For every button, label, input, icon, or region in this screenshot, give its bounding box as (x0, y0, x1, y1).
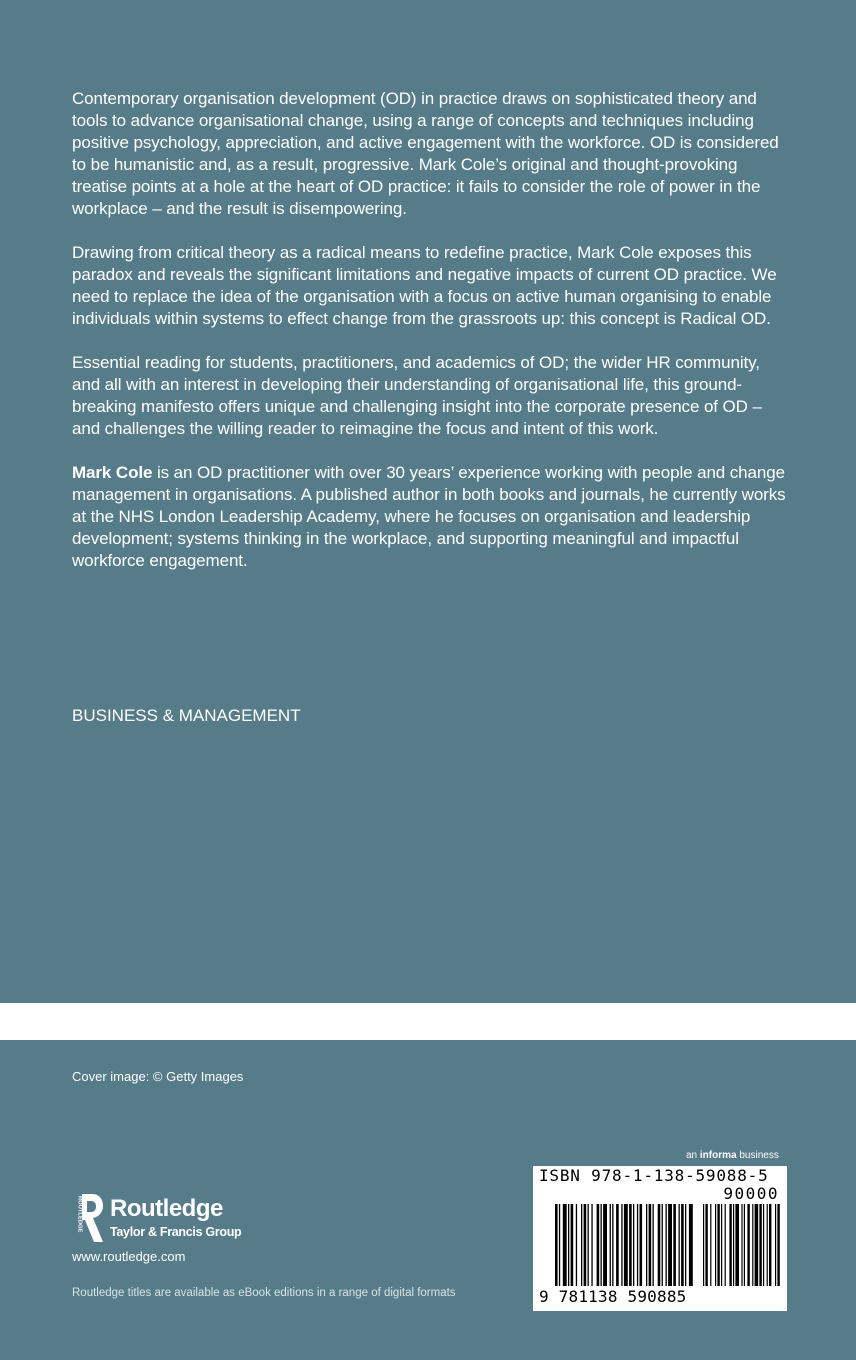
barcode-bar (629, 1204, 632, 1286)
barcode-bar (755, 1204, 759, 1286)
barcode-bar (741, 1204, 742, 1286)
informa-business-tagline (686, 1150, 779, 1162)
blurb-paragraph-2: Drawing from critical theory as a radical means to redefine practice, Mark Cole exposes this paradox and reveals the significant limitations and negative impacts of current OD practice. We need to replace the idea of the organisation with a focus on active human organising to enable individuals within systems to effect change from the grassroots up: this concept is Radical OD. (72, 243, 777, 328)
informa-suffix: business (736, 1150, 779, 1161)
blurb-paragraph-1: Contemporary organisation development (OD) in practice draws on sophisticated theory and tools to advance organisational change, using a range of concepts and techniques including positive psychology, appreciation, and active engagement with the workforce. OD is considered to be humanistic and, as a result, progressive. Mark Cole’s original and thought-provoking treatise points at a hole at the heart of OD practice: it fails to consider the role of power in the workplace – and the result is disempowering. (72, 89, 779, 218)
barcode-bar (689, 1204, 693, 1286)
barcode-bar (633, 1204, 634, 1286)
barcode-bar (555, 1204, 558, 1286)
barcode-bar (715, 1204, 716, 1286)
isbn-number: ISBN 978-1-138-59088-5 (539, 1166, 769, 1185)
blurb-paragraph-3: Essential reading for students, practitioners, and academics of OD; the wider HR community, and all with an interest in developing their understanding of organisational life, this ground-breaking manifesto offers unique and challenging insight into the corporate presence of OD – and challenges the willing reader to reimagine the focus and intent of this work. (72, 353, 762, 438)
price-code: 90000 (723, 1184, 779, 1203)
barcode-bar (705, 1204, 707, 1286)
informa-brand: informa (699, 1150, 737, 1161)
barcode-bar (601, 1204, 602, 1286)
barcode-bar (603, 1204, 607, 1286)
barcode-bar (563, 1204, 567, 1286)
author-name: Mark Cole (72, 463, 153, 482)
barcode-bar (621, 1204, 622, 1286)
barcode-bar (769, 1204, 771, 1286)
cover-image-credit: Cover image: © Getty Images (72, 1069, 244, 1084)
barcode-bar (610, 1204, 611, 1286)
barcode-bar (679, 1204, 680, 1286)
barcode-bar (717, 1204, 719, 1286)
barcode-bar (777, 1204, 779, 1286)
barcode-bar (668, 1204, 672, 1286)
barcode-bar (747, 1204, 749, 1286)
barcode-bar (767, 1204, 768, 1286)
blurb (72, 88, 788, 594)
barcode-bar (646, 1204, 647, 1286)
white-divider-band (0, 1003, 856, 1040)
barcode-bar (588, 1204, 589, 1286)
barcode-bar (568, 1204, 569, 1286)
barcode-bar (775, 1204, 776, 1286)
author-bio (72, 462, 788, 572)
barcode-bar (685, 1204, 686, 1286)
barcode-bar (703, 1204, 704, 1286)
barcode-bar (584, 1204, 587, 1286)
barcode-bar (559, 1204, 560, 1286)
informa-prefix: an (686, 1150, 700, 1161)
routledge-r-logo-icon (72, 1193, 104, 1243)
barcode-digits: 9 781138 590885 (539, 1287, 687, 1306)
publisher-website: www.routledge.com (72, 1249, 186, 1264)
barcode-bar (581, 1204, 582, 1286)
barcode-bar (640, 1204, 643, 1286)
routledge-vertical-wordmark: ROUTLEDGE (76, 1196, 83, 1233)
barcode-bar (616, 1204, 619, 1286)
barcode-bar (735, 1204, 739, 1286)
barcode-bar (637, 1204, 638, 1286)
barcode-bar (666, 1204, 667, 1286)
subject-category: BUSINESS & MANAGEMENT (72, 706, 301, 725)
barcode-bar (763, 1204, 764, 1286)
barcode-bar (662, 1204, 663, 1286)
barcode-bar (576, 1204, 577, 1286)
barcode-bar (759, 1204, 761, 1286)
barcode-bar (597, 1204, 600, 1286)
barcode-bar (658, 1204, 661, 1286)
routledge-logo (72, 1193, 272, 1243)
barcode-bar (733, 1204, 734, 1286)
barcode-bar (591, 1204, 592, 1286)
barcode-bar (653, 1204, 654, 1286)
barcode-bar (624, 1204, 628, 1286)
author-bio-text: is an OD practitioner with over 30 years’ experience working with people and change management in organisations. A published author in both books and journals, he currently works at the NHS London Leadership Academy, where he focuses on organisation and leadership development; systems thinking in the workplace, and supporting meaningful and impactful workforce engagement. (72, 463, 786, 570)
barcode-bar (744, 1204, 745, 1286)
barcode-bar (710, 1204, 711, 1286)
isbn-barcode (533, 1166, 787, 1311)
barcode-bar (571, 1204, 574, 1286)
barcode-bar (721, 1204, 722, 1286)
publisher-group: Taylor & Francis Group (110, 1225, 242, 1239)
barcode-bar (681, 1204, 684, 1286)
barcode-bar (649, 1204, 652, 1286)
barcode-bar (673, 1204, 676, 1286)
barcode-bar (729, 1204, 731, 1286)
publisher-name: Routledge (110, 1195, 223, 1222)
barcode-bar (725, 1204, 726, 1286)
barcode-bar (612, 1204, 613, 1286)
barcode-bar (752, 1204, 753, 1286)
ebook-availability-note: Routledge titles are available as eBook editions in a range of digital formats (72, 1287, 456, 1299)
